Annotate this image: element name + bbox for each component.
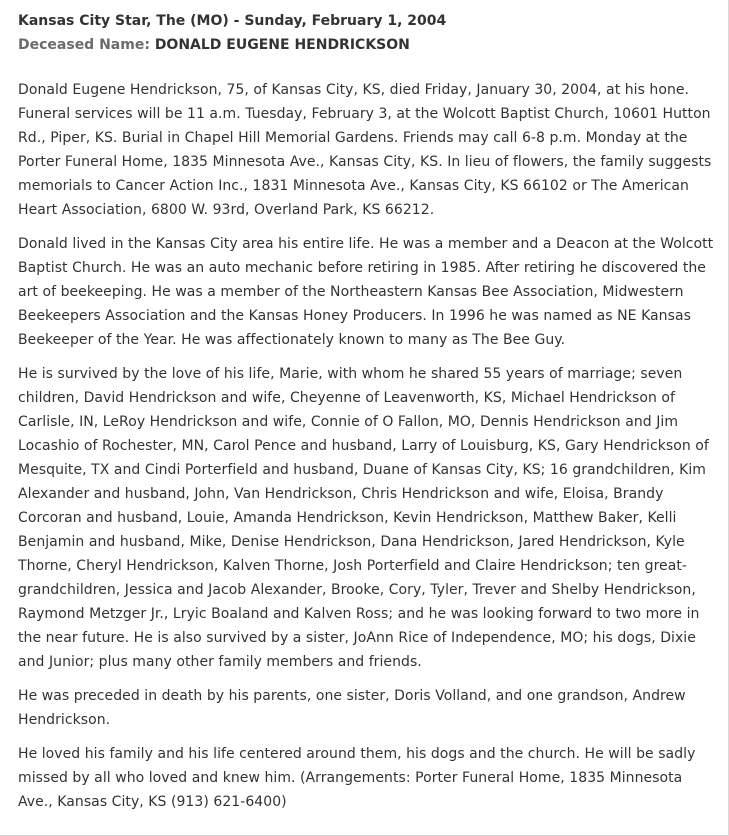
paragraph-closing: He loved his family and his life centered around them, his dogs and the church. He will be sadly missed by all who loved and knew him. (Arrangements: Porter Funeral Home, 1835 Minnesota Ave., Kansas City, KS (913) 621-6400) bbox=[18, 746, 696, 810]
paragraph-announcement: Donald Eugene Hendrickson, 75, of Kansas City, KS, died Friday, January 30, 2004, at his hone. Funeral services will be 11 a.m. Tuesday, February 3, at the Wolcott Baptist Church, 10601 Hutton Rd., Piper, KS. Burial in Chapel Hill Memorial Gardens. Friends may call 6-8 p.m. Monday at the Porter Funeral Home, 1835 Minnesota Ave., Kansas City, KS. In lieu of flowers, the family suggests memorials to Cancer Action Inc., 1831 Minnesota Ave., Kansas City, KS 66102 or The American Heart Association, 6800 W. 93rd, Overland Park, KS 66212. bbox=[18, 82, 712, 218]
obituary-header bbox=[18, 11, 718, 55]
paragraph-survivors: He is survived by the love of his life, Marie, with whom he shared 55 years of marriage; seven children, David Hendrickson and wife, Cheyenne of Leavenworth, KS, Michael Hendrickson of Carlisle, IN, LeRoy Hendrickson and wife, Connie of O Fallon, MO, Dennis Hendrickson and Jim Locashio of Rochester, MN, Carol Pence and husband, Larry of Louisburg, KS, Gary Hendrickson of Mesquite, TX and Cindi Porterfield and husband, Duane of Kansas City, KS; 16 grandchildren, Kim Alexander and husband, John, Van Hendrickson, Chris Hendrickson and wife, Eloisa, Brandy Corcoran and husband, Louie, Amanda Hendrickson, Kevin Hendrickson, Matthew Baker, Kelli Benjamin and husband, Mike, Denise Hendrickson, Dana Hendrickson, Jared Hendrickson, Kyle Thorne, Cheryl Hendrickson, Kalven Thorne, Josh Porterfield and Claire Hendrickson; ten great-grandchildren, Jessica and Jacob Alexander, Brooke, Cory, Tyler, Trever and Shelby Hendrickson, Raymond Metzger Jr., Lryic Boaland and Kalven Ross; and he was looking forward to two more in the near future. He is also survived by a sister, JoAnn Rice of Independence, MO; his dogs, Dixie and Junior; plus many other family members and friends. bbox=[18, 366, 709, 670]
paragraph-preceded: He was preceded in death by his parents, one sister, Doris Volland, and one grandson, Andrew Hendrickson. bbox=[18, 688, 686, 728]
obituary-body bbox=[18, 78, 718, 824]
deceased-line bbox=[18, 35, 718, 55]
deceased-name: DONALD EUGENE HENDRICKSON bbox=[154, 37, 410, 53]
source-line: Kansas City Star, The (MO) - Sunday, February 1, 2004 bbox=[18, 13, 447, 29]
deceased-label: Deceased Name: bbox=[18, 37, 150, 53]
paragraph-biography: Donald lived in the Kansas City area his entire life. He was a member and a Deacon at the Wolcott Baptist Church. He was an auto mechanic before retiring in 1985. After retiring he discovered the art of beekeeping. He was a member of the Northeastern Kansas Bee Association, Midwestern Beekeepers Association and the Kansas Honey Producers. In 1996 he was named as NE Kansas Beekeeper of the Year. He was affectionately known to many as The Bee Guy. bbox=[18, 236, 714, 348]
